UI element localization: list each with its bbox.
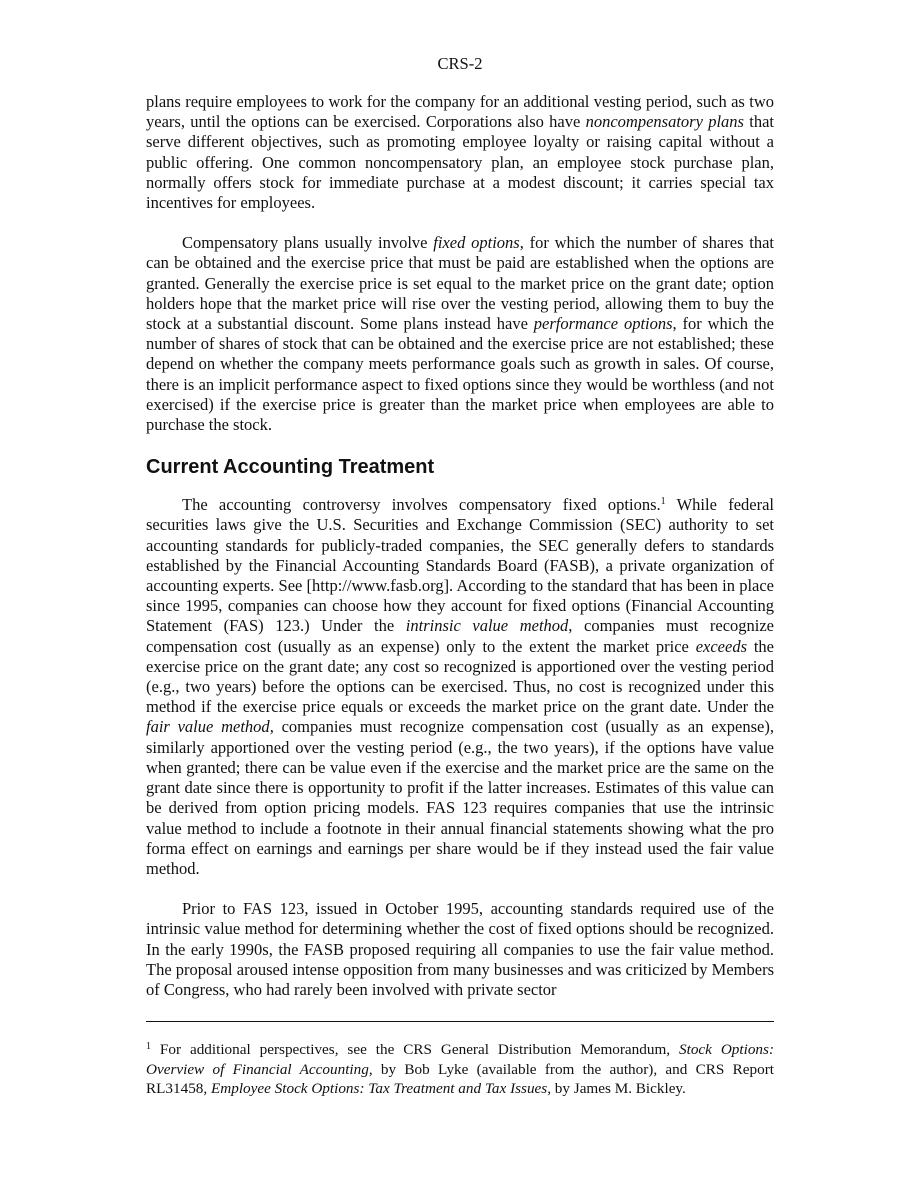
text-run: Compensatory plans usually involve	[182, 233, 434, 253]
text-run: While federal securities laws give the U.S. Securities and Exchange Commission (SEC) authority to set accounting standards for publicly-traded companies, the SEC generally defers to standards established by the Financial Accounting Standards Board (FASB), a private organization of accounting experts. See [http://www.fasb.org]. According to the standard that has been in place since 1995, companies can choose how they account for fixed options (Financial Accounting Statement (FAS) 123.) Under the	[146, 495, 774, 636]
emphasis-employee-stock-options-title: Employee Stock Options: Tax Treatment and Tax Issues	[210, 1080, 548, 1098]
text-run: The accounting controversy involves compensatory fixed options.	[182, 495, 661, 515]
emphasis-fixed-options: fixed options	[433, 233, 520, 253]
emphasis-intrinsic-value-method: intrinsic value method	[405, 616, 569, 636]
text-run: For additional perspectives, see the CRS General Distribution Memorandum,	[151, 1041, 680, 1059]
text-run: , companies must recognize compensation cost (usually as an expense) only to the extent the market price	[146, 616, 774, 656]
emphasis-fair-value-method: fair value method	[146, 717, 270, 737]
footnote	[146, 1040, 774, 1099]
section-heading: Current Accounting Treatment	[146, 456, 435, 479]
emphasis-performance-options: performance options	[533, 314, 673, 334]
paragraph-compensatory-plans	[146, 233, 774, 435]
emphasis-stock-options-title: Stock Options: Overview of Financial Accounting	[146, 1041, 774, 1078]
emphasis-noncompensatory-plans: noncompensatory plans	[585, 112, 744, 132]
footnote-marker: 1	[146, 1041, 151, 1053]
text-run: , companies must recognize compensation cost (usually as an expense), similarly apportioned over the vesting period (e.g., the two years), if the options have value when granted; there can be value even if the exercise and the market price are the same on the grant date since there is opportunity to profit if the latter increases. Estimates of this value can be derived from option pricing models. FAS 123 requires companies that use the intrinsic value method to include a footnote in their annual financial statements showing what the pro forma effect on earnings and earnings per share would be if they instead used the fair value method.	[146, 717, 774, 878]
text-run: , for which the number of shares of stock that can be obtained and the exercise price are not established; these depend on whether the company meets performance goals such as growth in sales. Of course, there is an implicit performance aspect to fixed options since they would be worthless (and not exercised) if the exercise price is greater than the market price when employees are able to purchase the stock.	[146, 314, 774, 435]
paragraph-plans	[146, 92, 774, 213]
text-run: the exercise price on the grant date; any cost so recognized is apportioned over the vesting period (e.g., two years) before the options can be exercised. Thus, no cost is recognized under this method if the exercise price equals or exceeds the market price on the grant date. Under the	[146, 636, 774, 717]
text-run: Prior to FAS 123, issued in October 1995, accounting standards required use of the intrinsic value method for determining whether the cost of fixed options should be recognized. In the early 1990s, the FASB proposed requiring all companies to use the fair value method. The proposal aroused intense opposition from many businesses and was criticized by Members of Congress, who had rarely been involved with private sector	[146, 899, 774, 999]
paragraph-spacer	[146, 213, 774, 233]
text-run: , for which the number of shares that can be obtained and the exercise price that must be paid are established when the options are granted. Generally the exercise price is set equal to the market price on the grant date; option holders hope that the market price will rise over the vesting period, allowing them to buy the stock at a substantial discount. Some plans instead have	[146, 233, 775, 334]
paragraph-accounting-controversy	[146, 495, 774, 879]
paragraph-spacer	[146, 879, 774, 899]
document-page	[146, 54, 774, 1099]
text-run: that serve different objectives, such as promoting employee loyalty or raising capital without a public offering. One common noncompensatory plan, an employee stock purchase plan, normally offers stock for immediate purchase at a modest discount; it carries special tax incentives for employees.	[146, 112, 774, 213]
emphasis-exceeds: exceeds	[695, 636, 747, 656]
paragraph-prior-to-fas123	[146, 899, 774, 1000]
footnote-reference[interactable]: 1	[660, 496, 666, 508]
footnote-divider	[146, 1021, 774, 1022]
text-run: , by James M. Bickley.	[547, 1080, 686, 1098]
page-number-header: CRS-2	[437, 54, 483, 73]
text-run: plans require employees to work for the company for an additional vesting period, such as two years, until the options can be exercised. Corporations also have	[146, 92, 774, 132]
text-run: , by Bob Lyke (available from the author), and CRS Report RL31458,	[146, 1060, 774, 1098]
